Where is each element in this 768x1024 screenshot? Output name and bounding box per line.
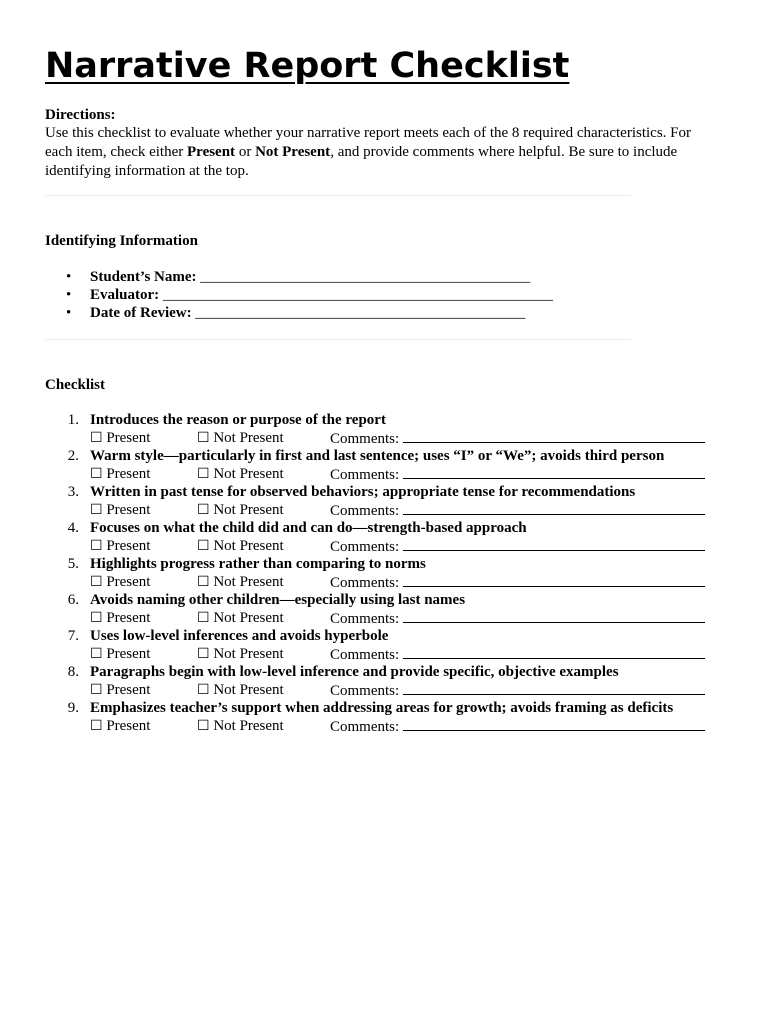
checkbox-icon[interactable]: ☐ <box>197 718 210 734</box>
present-label: Present <box>106 610 151 626</box>
comments-blank-line[interactable] <box>403 465 705 479</box>
comments-label: Comments: <box>330 719 400 735</box>
checkbox-icon[interactable]: ☐ <box>90 682 103 698</box>
comments-label: Comments: <box>330 611 400 627</box>
checkbox-icon[interactable]: ☐ <box>90 574 103 590</box>
comments-blank-line[interactable] <box>403 501 705 515</box>
document-title: Narrative Report Checklist <box>45 46 570 86</box>
item-number: 7. <box>67 628 79 644</box>
comments-blank-line[interactable] <box>403 717 705 731</box>
not-present-option[interactable] <box>197 645 284 663</box>
present-option[interactable] <box>90 573 150 591</box>
comments-field[interactable] <box>330 681 705 700</box>
not-present-option[interactable] <box>197 609 284 627</box>
comments-label: Comments: <box>330 431 400 447</box>
not-present-option[interactable] <box>197 717 284 735</box>
item-number: 5. <box>67 556 79 572</box>
comments-blank-line[interactable] <box>403 537 705 551</box>
item-description: Highlights progress rather than comparing to norms <box>90 556 426 572</box>
item-description: Introduces the reason or purpose of the report <box>90 412 386 428</box>
checkbox-icon[interactable]: ☐ <box>90 466 103 482</box>
not-present-label: Not Present <box>213 682 284 698</box>
present-label: Present <box>106 574 151 590</box>
checkbox-icon[interactable]: ☐ <box>90 610 103 626</box>
item-description: Uses low-level inferences and avoids hyperbole <box>90 628 389 644</box>
not-present-label: Not Present <box>213 466 284 482</box>
checklist-item <box>45 699 725 735</box>
directions-not-present-emphasis: Not Present <box>255 144 331 160</box>
section-divider <box>45 339 631 340</box>
present-label: Present <box>106 646 151 662</box>
checklist-item <box>45 627 725 663</box>
present-option[interactable] <box>90 717 150 735</box>
checkbox-icon[interactable]: ☐ <box>197 574 210 590</box>
checklist-item <box>45 591 725 627</box>
checkbox-icon[interactable]: ☐ <box>90 718 103 734</box>
not-present-label: Not Present <box>213 502 284 518</box>
item-description: Focuses on what the child did and can do—strength-based approach <box>90 520 527 536</box>
not-present-option[interactable] <box>197 429 284 447</box>
checklist-item <box>45 519 725 555</box>
evaluator-label: Evaluator: <box>90 287 160 303</box>
item-number: 8. <box>67 664 79 680</box>
comments-label: Comments: <box>330 539 400 555</box>
comments-field[interactable] <box>330 645 705 664</box>
comments-field[interactable] <box>330 501 705 520</box>
checkbox-icon[interactable]: ☐ <box>197 646 210 662</box>
not-present-label: Not Present <box>213 538 284 554</box>
not-present-option[interactable] <box>197 573 284 591</box>
list-item-evaluator <box>45 286 553 304</box>
list-item-date-of-review <box>45 304 553 322</box>
checklist-item <box>45 447 725 483</box>
directions-text-part-3: , and provide comments where helpful. Be sure to include identifying information at the top. <box>45 144 678 179</box>
student-name-blank: ____________________________________________ <box>196 269 531 285</box>
checkbox-icon[interactable]: ☐ <box>197 682 210 698</box>
section-divider <box>45 195 631 196</box>
comments-blank-line[interactable] <box>403 681 705 695</box>
checkbox-icon[interactable]: ☐ <box>90 646 103 662</box>
not-present-option[interactable] <box>197 681 284 699</box>
item-description: Avoids naming other children—especially using last names <box>90 592 466 608</box>
comments-field[interactable] <box>330 429 705 448</box>
checkbox-icon[interactable]: ☐ <box>90 430 103 446</box>
identifying-information-heading: Identifying Information <box>45 233 198 249</box>
comments-field[interactable] <box>330 573 705 592</box>
comments-label: Comments: <box>330 503 400 519</box>
comments-field[interactable] <box>330 537 705 556</box>
directions-label: Directions: <box>45 107 116 123</box>
list-item-student-name <box>45 268 553 286</box>
not-present-label: Not Present <box>213 610 284 626</box>
not-present-option[interactable] <box>197 465 284 483</box>
item-number: 3. <box>67 484 79 500</box>
bullet-icon: • <box>66 305 72 321</box>
checklist-heading: Checklist <box>45 377 105 393</box>
not-present-label: Not Present <box>213 646 284 662</box>
comments-blank-line[interactable] <box>403 429 705 443</box>
present-option[interactable] <box>90 465 150 483</box>
evaluator-blank: ____________________________________________________ <box>159 287 553 303</box>
present-label: Present <box>106 682 151 698</box>
comments-label: Comments: <box>330 647 400 663</box>
directions-present-emphasis: Present <box>187 144 236 160</box>
date-of-review-label: Date of Review: <box>90 305 192 321</box>
checkbox-icon[interactable]: ☐ <box>197 502 210 518</box>
directions-text-part-2: or <box>235 144 256 160</box>
comments-label: Comments: <box>330 575 400 591</box>
comments-field[interactable] <box>330 465 705 484</box>
checkbox-icon[interactable]: ☐ <box>197 466 210 482</box>
comments-label: Comments: <box>330 683 400 699</box>
checkbox-icon[interactable]: ☐ <box>90 502 103 518</box>
present-option[interactable] <box>90 645 150 663</box>
bullet-icon: • <box>66 287 72 303</box>
item-description: Warm style—particularly in first and last sentence; uses “I” or “We”; avoids third person <box>90 448 665 464</box>
directions-text-part-1: Use this checklist to evaluate whether your narrative report meets each of the 8 required characteristics. For each item, check either <box>45 125 691 160</box>
checkbox-icon[interactable]: ☐ <box>90 538 103 554</box>
present-label: Present <box>106 502 151 518</box>
item-description: Written in past tense for observed behaviors; appropriate tense for recommendations <box>90 484 636 500</box>
item-number: 6. <box>67 592 79 608</box>
checkbox-icon[interactable]: ☐ <box>197 538 210 554</box>
not-present-label: Not Present <box>213 430 284 446</box>
identifying-information-list <box>45 268 553 322</box>
present-option[interactable] <box>90 429 150 447</box>
checkbox-icon[interactable]: ☐ <box>197 610 210 626</box>
not-present-option[interactable] <box>197 537 284 555</box>
present-option[interactable] <box>90 537 150 555</box>
checkbox-icon[interactable]: ☐ <box>197 430 210 446</box>
checklist-items <box>45 411 725 735</box>
present-label: Present <box>106 538 151 554</box>
comments-label: Comments: <box>330 467 400 483</box>
student-name-label: Student’s Name: <box>90 269 197 285</box>
comments-blank-line[interactable] <box>403 645 705 659</box>
not-present-label: Not Present <box>213 574 284 590</box>
directions-text <box>45 124 705 181</box>
item-number: 1. <box>67 412 79 428</box>
item-description: Paragraphs begin with low-level inference and provide specific, objective examples <box>90 664 619 680</box>
date-of-review-blank: ____________________________________________ <box>191 305 526 321</box>
item-number: 4. <box>67 520 79 536</box>
present-label: Present <box>106 430 151 446</box>
present-label: Present <box>106 718 151 734</box>
checklist-item <box>45 411 725 447</box>
checklist-item <box>45 483 725 519</box>
bullet-icon: • <box>66 269 72 285</box>
item-number: 2. <box>67 448 79 464</box>
present-option[interactable] <box>90 609 150 627</box>
checklist-item <box>45 555 725 591</box>
not-present-option[interactable] <box>197 501 284 519</box>
not-present-label: Not Present <box>213 718 284 734</box>
comments-blank-line[interactable] <box>403 609 705 623</box>
comments-blank-line[interactable] <box>403 573 705 587</box>
checklist-item <box>45 663 725 699</box>
comments-field[interactable] <box>330 717 705 736</box>
present-option[interactable] <box>90 681 150 699</box>
present-label: Present <box>106 466 151 482</box>
present-option[interactable] <box>90 501 150 519</box>
item-description: Emphasizes teacher’s support when addressing areas for growth; avoids framing as deficits <box>90 700 674 716</box>
comments-field[interactable] <box>330 609 705 628</box>
item-number: 9. <box>67 700 79 716</box>
